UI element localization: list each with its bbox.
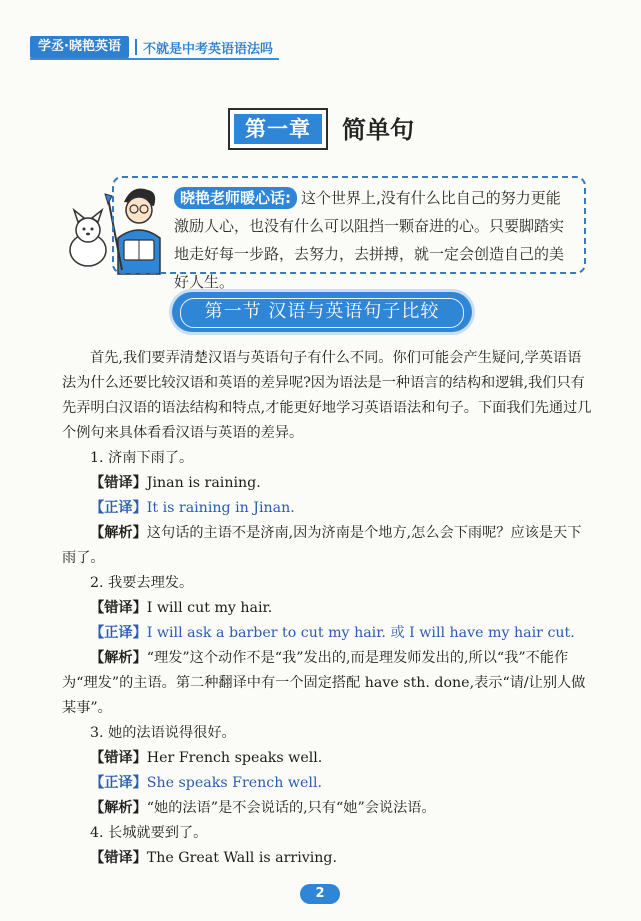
- wrong-translation: 【错译】I will cut my hair.: [90, 600, 273, 616]
- intro-paragraph: 首先,我们要弄清楚汉语与英语句子有什么不同。你们可能会产生疑问,学英语语法为什么还要比较汉语和英语的差异呢?因为语法是一种语言的结构和逻辑,我们只有先弄明白汉语的语法结构和特点,才能更好地学习英语语法和句子。下面我们先通过几个例句来具体看看汉语与英语的差异。: [62, 350, 592, 441]
- wrong-translation: 【错译】The Great Wall is arriving.: [90, 850, 338, 866]
- wrong-translation: 【错译】Her French speaks well.: [90, 750, 323, 766]
- dog-icon: [70, 210, 106, 266]
- chapter-number-box: [228, 108, 328, 150]
- running-header: [30, 36, 279, 60]
- analysis: 【解析】“她的法语”是不会说话的,只有“她”会说法语。: [90, 800, 436, 816]
- header-divider: [135, 39, 137, 55]
- example-sentence: 4. 长城就要到了。: [90, 825, 208, 841]
- section-title: 第一节 汉语与英语句子比较: [204, 301, 440, 322]
- example-sentence: 1. 济南下雨了。: [90, 450, 194, 466]
- section-banner: [172, 292, 472, 334]
- correct-translation: 【正译】It is raining in Jinan.: [90, 500, 295, 516]
- chapter-heading: [0, 108, 641, 154]
- body-text: [62, 346, 592, 871]
- wrong-translation: 【错译】Jinan is raining.: [90, 475, 261, 491]
- chapter-title: 简单句: [342, 116, 414, 144]
- page-number: 2: [300, 884, 340, 904]
- example-sentence: 3. 她的法语说得很好。: [90, 725, 236, 741]
- teacher-note-body: [174, 184, 574, 296]
- analysis: 【解析】这句话的主语不是济南,因为济南是个地方,怎么会下雨呢？应该是天下雨了。: [62, 525, 582, 566]
- correct-translation: 【正译】She speaks French well.: [90, 775, 323, 791]
- correct-translation: 【正译】I will ask a barber to cut my hair. 或 I will have my hair cut.: [90, 625, 575, 641]
- chapter-number: 第一章: [234, 114, 322, 144]
- analysis: 【解析】“理发”这个动作不是“我”发出的,而是理发师发出的,所以“我”不能作为“理发”的主语。第二种翻译中有一个固定搭配 have sth. done,表示“请/让别人做某事”。: [62, 650, 586, 716]
- example-sentence: 2. 我要去理发。: [90, 575, 194, 591]
- teacher-note-label: 晓艳老师暖心话:: [174, 187, 297, 209]
- series-tag: 学丞·晓艳英语: [30, 36, 129, 58]
- teacher-note-text: 这个世界上,没有什么比自己的努力更能激励人心，也没有什么可以阻挡一颗奋进的心。只要脚踏实地走好每一步路，去努力，去拼搏，就一定会创造自己的美好人生。: [174, 189, 565, 291]
- teacher-note: [112, 176, 586, 291]
- series-title: 不就是中考英语语法吗: [142, 41, 273, 57]
